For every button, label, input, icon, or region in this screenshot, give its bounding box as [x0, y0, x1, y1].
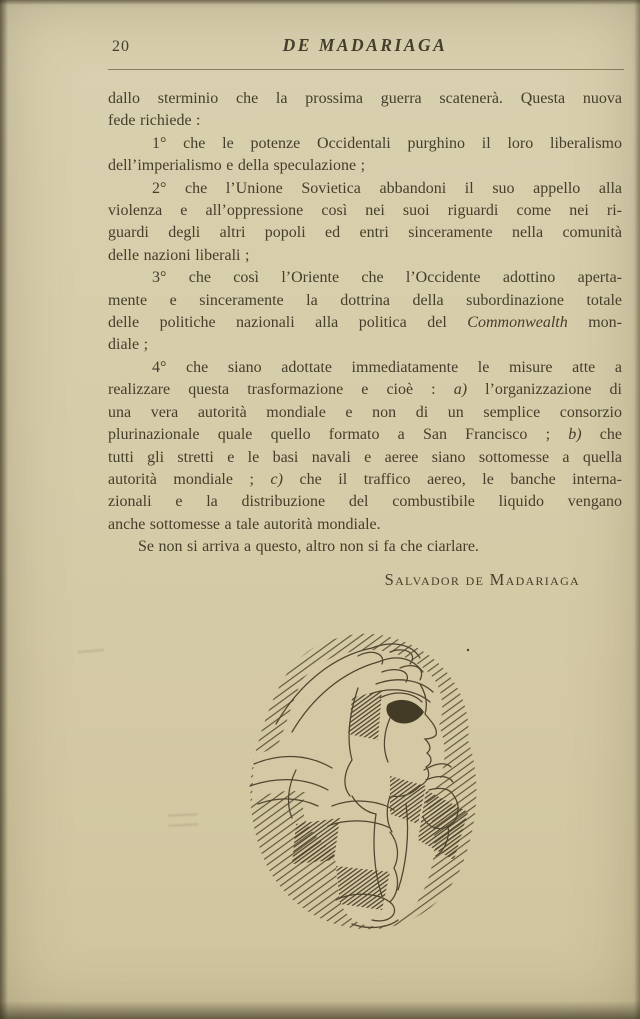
- text-line: una vera autorità mondiale e non di un semplice consorzio: [108, 403, 622, 421]
- text-line: 2° che l’Unione Sovietica abbandoni il suo appello alla: [152, 179, 622, 197]
- text-line: [108, 379, 622, 401]
- text-line: 1° che le potenze Occidentali purghino il loro liberalismo: [152, 134, 622, 152]
- page-edge-right: [634, 0, 640, 1019]
- italic-term: Commonwealth: [467, 314, 568, 332]
- text-segment: che il traffico aereo, le banche interna-: [282, 470, 622, 488]
- text-line: diale ;: [108, 336, 149, 354]
- text-line: fede richiede :: [108, 112, 201, 130]
- page-number: 20: [112, 38, 130, 55]
- text-line: delle nazioni liberali ;: [108, 246, 250, 264]
- portrait-sketch: [240, 628, 485, 933]
- body-text: [108, 88, 622, 559]
- italic-list-marker: b): [568, 426, 582, 444]
- text-line: dallo sterminio che la prossima guerra scatenerà. Questa nuova: [108, 90, 622, 107]
- page-edge-left: [0, 0, 8, 1019]
- text-segment: autorità mondiale ;: [108, 470, 271, 488]
- sketch-canvas: [240, 628, 485, 933]
- text-segment: mon-: [567, 314, 622, 332]
- text-line: mente e sinceramente la dottrina della subordinazione totale: [108, 291, 622, 309]
- show-through-mark: [78, 649, 104, 657]
- page-edge-bottom: [0, 1001, 640, 1019]
- text-segment: che: [581, 426, 622, 444]
- text-line: dell’imperialismo e della speculazione ;: [108, 157, 366, 175]
- text-line: violenza e all’oppressione così nei suoi riguardi come nei ri-: [108, 202, 622, 220]
- text-line: tutti gli stretti e le basi navali e aeree siano sottomesse a quella: [108, 448, 622, 466]
- running-head-title: DE MADARIAGA: [282, 35, 448, 55]
- italic-list-marker: c): [270, 470, 283, 488]
- text-line: [108, 312, 622, 334]
- text-segment: realizzare questa trasformazione e cioè :: [108, 381, 454, 399]
- show-through-mark: [168, 813, 199, 827]
- text-line: [108, 469, 622, 491]
- italic-list-marker: a): [453, 381, 468, 399]
- text-line: 3° che così l’Oriente che l’Occidente adottino aperta-: [152, 269, 622, 287]
- text-line: zionali e la distribuzione del combustibile liquido vengano: [108, 493, 622, 511]
- author-signature: Salvador de Madariaga: [384, 570, 580, 589]
- text-segment: l’organizzazione di: [467, 381, 622, 399]
- text-line: 4° che siano adottate immediatamente le misure atte a: [152, 358, 622, 376]
- text-line: anche sottomesse a tale autorità mondiale.: [108, 515, 381, 533]
- text-segment: delle politiche nazionali alla politica del: [108, 314, 468, 332]
- text-line: guardi degli altri popoli ed entri sinceramente nella comunità: [108, 224, 622, 242]
- page-edge-top: [0, 0, 640, 5]
- text-segment: plurinazionale quale quello formato a San Francisco ;: [108, 426, 569, 444]
- text-line: [108, 424, 622, 446]
- header-rule: [108, 69, 624, 70]
- page-header: [108, 35, 622, 61]
- text-line: Se non si arriva a questo, altro non si fa che ciarlare.: [138, 538, 479, 556]
